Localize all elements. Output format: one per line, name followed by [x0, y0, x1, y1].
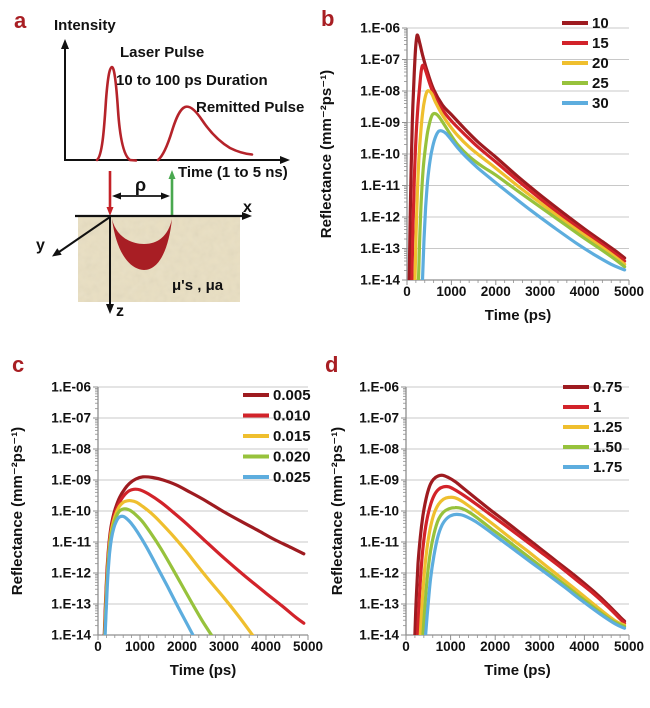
x-tick-label: 0 — [94, 639, 102, 654]
panel-a-diagram — [0, 0, 315, 345]
y-tick-label: 1.E-10 — [360, 146, 400, 162]
y-tick-label: 1.E-07 — [360, 52, 400, 67]
legend-label-20: 20 — [592, 55, 609, 72]
y-tick-label: 1.E-06 — [51, 379, 91, 395]
y-tick-label: 1.E-08 — [359, 441, 399, 457]
x-tick-label: 5000 — [613, 284, 645, 299]
y-tick-label: 1.E-07 — [51, 410, 91, 426]
x-tick-label: 4000 — [569, 639, 600, 654]
y-tick-label: 1.E-11 — [51, 534, 91, 550]
legend-label-15: 15 — [592, 35, 609, 52]
legend-label-0.025: 0.025 — [273, 469, 311, 486]
y-tick-label: 1.E-12 — [359, 565, 399, 581]
panel-b-chart — [315, 0, 650, 345]
x-tick-label: 2000 — [480, 639, 511, 654]
y-tick-label: 1.E-11 — [359, 534, 399, 550]
x-tick-label: 3000 — [524, 639, 555, 654]
x-tick-label: 5000 — [292, 639, 324, 654]
series-curve-0.025 — [105, 516, 193, 635]
x-axis-title: Time (ps) — [169, 662, 237, 679]
y-tick-label: 1.E-06 — [359, 379, 399, 395]
pulse-duration-label: 10 to 100 ps Duration — [116, 72, 268, 89]
y-tick-label: 1.E-11 — [360, 178, 400, 193]
y-tick-label: 1.E-13 — [51, 596, 91, 612]
rho-arrow-left — [112, 193, 121, 200]
legend-label-10: 10 — [592, 15, 609, 32]
rho-arrow-right — [161, 193, 170, 200]
y-axis-title: Reflectance (mm⁻²ps⁻¹) — [329, 426, 346, 596]
panel-label-c: c — [12, 352, 25, 377]
legend-label-0.015: 0.015 — [273, 428, 311, 445]
x-tick-label: 5000 — [613, 639, 645, 654]
x-tick-label: 2000 — [480, 284, 511, 299]
x-tick-label: 1000 — [436, 284, 467, 299]
laser-pulse-label: Laser Pulse — [120, 44, 205, 61]
legend-label-30: 30 — [592, 95, 609, 112]
y-tick-label: 1.E-14 — [359, 627, 399, 643]
z-axis-arrow — [106, 304, 114, 314]
legend-label-1.25: 1.25 — [593, 419, 623, 436]
y-tick-label: 1.E-07 — [359, 410, 399, 426]
time-axis-arrow — [280, 156, 290, 164]
x-axis-title: Time (ps) — [484, 307, 552, 324]
legend-label-0.020: 0.020 — [273, 448, 311, 466]
legend-label-0.75: 0.75 — [593, 379, 623, 396]
x-tick-label: 4000 — [569, 284, 600, 299]
x-tick-label: 0 — [403, 284, 411, 299]
panel-label-b: b — [321, 6, 335, 31]
x-tick-label: 4000 — [250, 639, 282, 654]
source-beam-arrow — [107, 207, 114, 216]
x-tick-label: 1000 — [124, 639, 156, 654]
panel-label-d: d — [325, 352, 339, 377]
series-curve-1.50 — [423, 508, 625, 635]
intensity-axis-label: Intensity — [54, 17, 116, 34]
y-tick-label: 1.E-08 — [51, 441, 91, 457]
y-axis-title: Reflectance (mm⁻²ps⁻¹) — [9, 426, 26, 596]
y-tick-label: 1.E-13 — [360, 241, 400, 256]
y-tick-label: 1.E-10 — [51, 503, 91, 519]
y-tick-label: 1.E-12 — [51, 565, 91, 581]
legend-label-25: 25 — [592, 75, 609, 92]
y-tick-label: 1.E-14 — [360, 272, 400, 288]
y-tick-label: 1.E-14 — [51, 627, 91, 643]
series-curve-30 — [423, 131, 625, 280]
y-tick-label: 1.E-13 — [359, 596, 399, 612]
intensity-axis-arrow — [61, 39, 69, 49]
z-axis-letter: z — [116, 303, 124, 320]
y-tick-label: 1.E-08 — [360, 83, 400, 99]
x-tick-label: 0 — [402, 639, 410, 654]
legend-label-0.010: 0.010 — [273, 407, 311, 425]
panel-c-chart — [0, 345, 335, 708]
y-tick-label: 1.E-12 — [360, 209, 400, 225]
y-tick-label: 1.E-09 — [359, 472, 399, 488]
legend-label-0.005: 0.005 — [273, 387, 311, 404]
y-tick-label: 1.E-06 — [360, 20, 400, 36]
y-tick-label: 1.E-09 — [51, 472, 91, 488]
optical-properties-label: μ's , μa — [172, 277, 224, 294]
x-axis-title: Time (ps) — [484, 662, 551, 679]
time-axis-label: Time (1 to 5 ns) — [178, 164, 288, 181]
panel-label-a: a — [14, 8, 27, 33]
y-axis-letter: y — [36, 237, 45, 254]
legend-label-1.75: 1.75 — [593, 459, 623, 476]
series-curve-1.25 — [420, 497, 624, 635]
detector-beam-arrow — [169, 170, 176, 179]
rho-label: ρ — [135, 175, 147, 195]
panel-d-chart — [315, 345, 650, 708]
y-axis-title: Reflectance (mm⁻²ps⁻¹) — [318, 69, 335, 239]
series-curve-1.75 — [426, 514, 625, 635]
y-tick-label: 1.E-10 — [359, 503, 399, 519]
remitted-pulse-label: Remitted Pulse — [196, 99, 305, 116]
x-tick-label: 1000 — [435, 639, 466, 654]
x-tick-label: 3000 — [208, 639, 240, 654]
x-axis-letter: x — [243, 199, 252, 216]
x-tick-label: 2000 — [166, 639, 198, 654]
y-tick-label: 1.E-09 — [360, 115, 400, 130]
legend-label-1.50: 1.50 — [593, 439, 623, 456]
x-tick-label: 3000 — [525, 284, 556, 299]
legend-label-1: 1 — [593, 399, 602, 416]
